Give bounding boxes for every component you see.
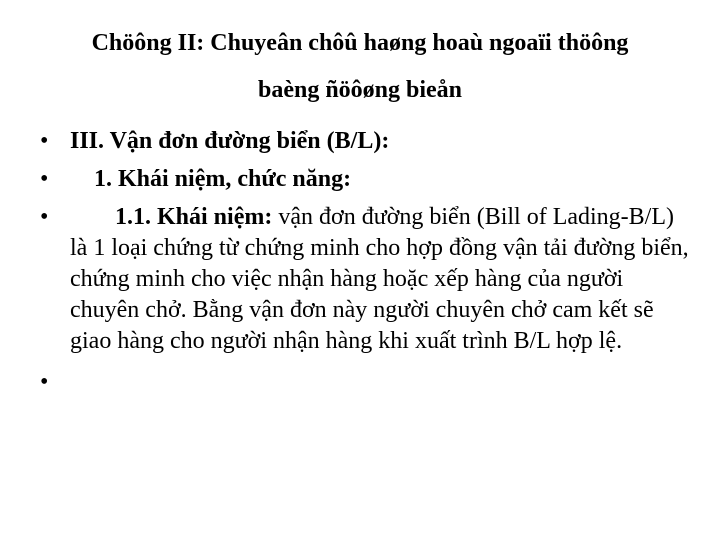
bullet-list: [40, 126, 690, 395]
bullet-marker: •: [40, 128, 49, 154]
definition-text: vận đơn đường biển (Bill of Lading-B/L) là 1 loại chứng từ chứng minh cho hợp đồng vận tải đường biển, chứng minh cho việc nhận hàng hoặc xếp hàng của người chuyên chở. Bằng vận đơn này người chuyên chở cam kết sẽ giao hàng cho người nhận hàng khi xuất trình B/L hợp lệ.: [70, 204, 689, 354]
list-item: [40, 164, 690, 195]
slide-title-line-1: Chöông II: Chuyeân chôû haøng hoaù ngoaïi thöông: [91, 30, 629, 56]
subsection-heading: 1. Khái niệm, chức năng:: [94, 166, 352, 192]
list-item: [40, 126, 690, 157]
bullet-marker: •: [40, 204, 49, 230]
bullet-marker: •: [40, 369, 49, 395]
slide-title-line-2: baèng ñöôøng bieån: [257, 77, 463, 103]
definition-heading: 1.1. Khái niệm:: [115, 204, 273, 230]
bullet-marker: •: [40, 166, 49, 192]
section-heading: III. Vận đơn đường biển (B/L):: [70, 128, 390, 154]
list-item: [40, 202, 690, 357]
slide-title: [40, 20, 680, 114]
